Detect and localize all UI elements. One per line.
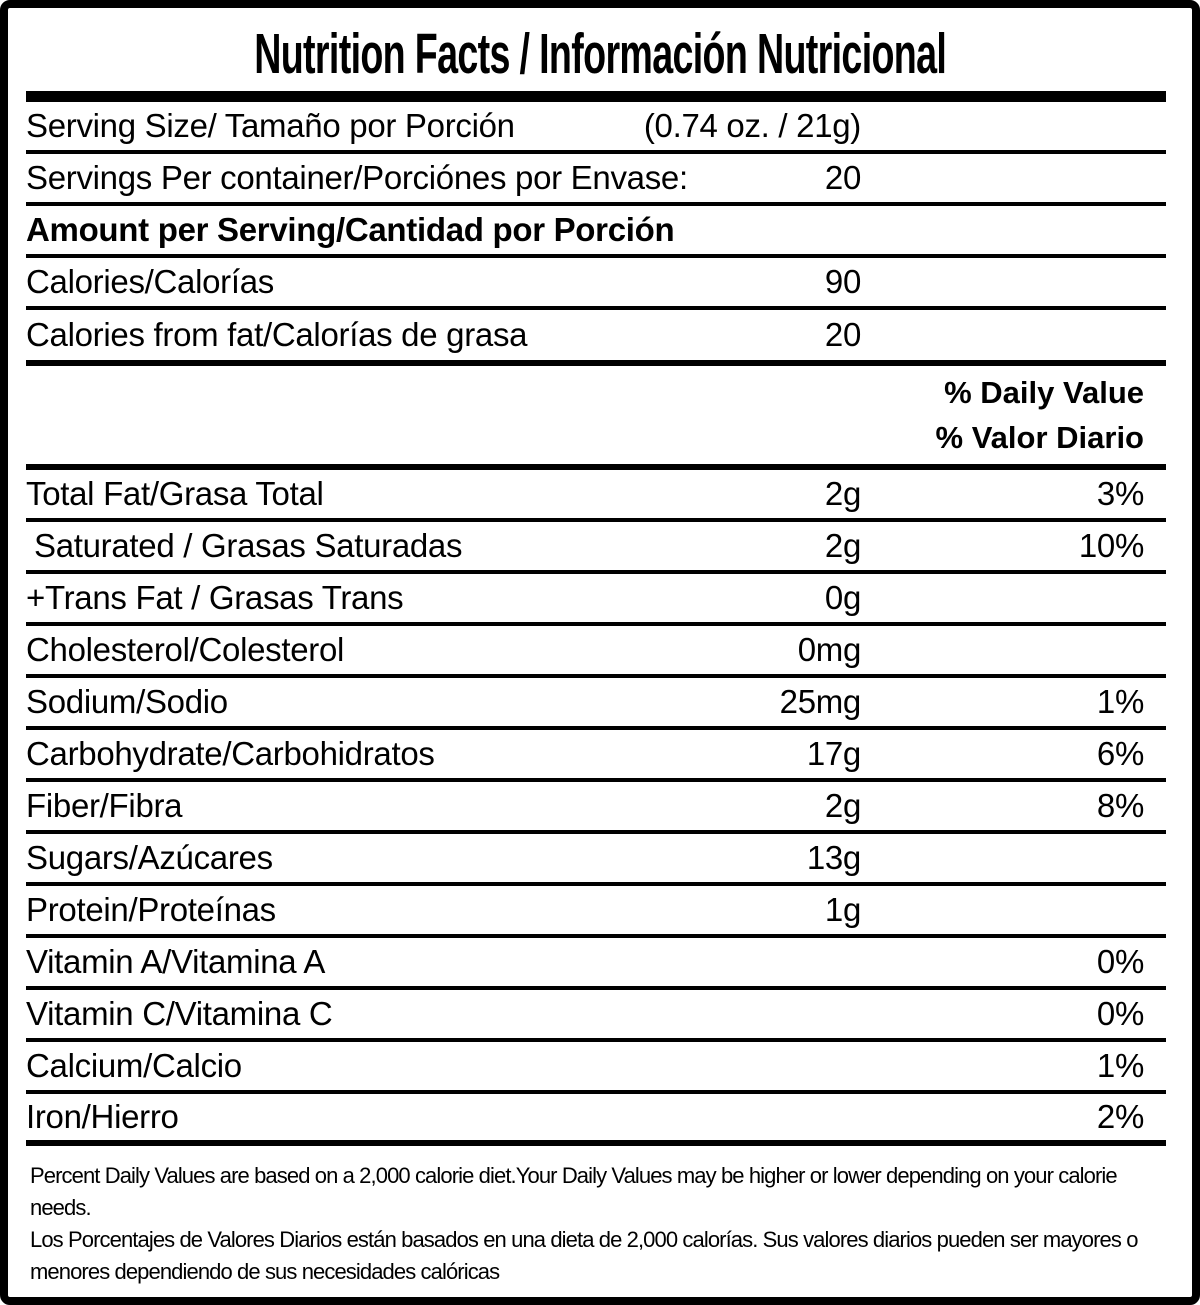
title-bar bbox=[8, 8, 1192, 91]
footnote-block bbox=[26, 1146, 1166, 1288]
nutrient-daily-value: 10% bbox=[1078, 527, 1144, 564]
nutrient-daily-value: 1% bbox=[1096, 683, 1144, 720]
nutrient-row-sodium bbox=[26, 678, 1166, 730]
calories-label: Calories/Calorías bbox=[26, 263, 274, 300]
servings-per-container-value: 20 bbox=[824, 159, 861, 196]
servings-per-container-label: Servings Per container/Porciónes por Envase: bbox=[26, 159, 688, 196]
nutrient-daily-value: 8% bbox=[1096, 787, 1144, 824]
nutrient-label: Sugars/Azúcares bbox=[26, 839, 273, 876]
calories-from-fat-row bbox=[26, 310, 1166, 366]
servings-per-container-row bbox=[26, 154, 1166, 206]
nutrient-row-iron bbox=[26, 1094, 1166, 1146]
serving-size-row bbox=[26, 102, 1166, 154]
title-divider-bar bbox=[26, 91, 1166, 102]
nutrient-daily-value: 1% bbox=[1096, 1047, 1144, 1084]
nutrient-label: Sodium/Sodio bbox=[26, 683, 228, 720]
nutrient-label: Cholesterol/Colesterol bbox=[26, 631, 345, 668]
nutrient-amount: 1g bbox=[824, 891, 861, 928]
nutrient-label: Vitamin C/Vitamina C bbox=[26, 995, 333, 1032]
daily-value-header-en: % Daily Value bbox=[944, 375, 1144, 410]
calories-row bbox=[26, 258, 1166, 310]
nutrient-row-saturated-fat bbox=[26, 522, 1166, 574]
calories-from-fat-label: Calories from fat/Calorías de grasa bbox=[26, 316, 528, 353]
nutrient-row-total-fat bbox=[26, 470, 1166, 522]
nutrient-daily-value: 0% bbox=[1096, 995, 1144, 1032]
amount-per-serving-header: Amount per Serving/Cantidad por Porción bbox=[26, 211, 675, 248]
label-body bbox=[26, 91, 1166, 1288]
nutrient-row-carbohydrate bbox=[26, 730, 1166, 782]
nutrient-amount: 0mg bbox=[797, 631, 861, 668]
nutrient-row-cholesterol bbox=[26, 626, 1166, 678]
nutrient-row-protein bbox=[26, 886, 1166, 938]
footnote-spanish: Los Porcentajes de Valores Diarios están basados en una dieta de 2,000 calorías. Sus valores diarios pueden ser mayores o menores dependiendo de sus necesidades calóricas bbox=[30, 1227, 1138, 1284]
nutrient-label: Saturated / Grasas Saturadas bbox=[34, 527, 463, 564]
calories-from-fat-value: 20 bbox=[824, 316, 861, 353]
nutrient-amount: 13g bbox=[806, 839, 861, 876]
nutrient-amount: 25mg bbox=[779, 683, 861, 720]
nutrient-row-trans-fat bbox=[26, 574, 1166, 626]
nutrient-row-fiber bbox=[26, 782, 1166, 834]
nutrient-amount: 17g bbox=[806, 735, 861, 772]
nutrient-label: Fiber/Fibra bbox=[26, 787, 183, 824]
nutrient-label: Iron/Hierro bbox=[26, 1098, 179, 1135]
nutrient-label: Protein/Proteínas bbox=[26, 891, 276, 928]
label-title: Nutrition Facts / Información Nutricional bbox=[254, 21, 946, 86]
nutrient-label: Vitamin A/Vitamina A bbox=[26, 943, 326, 980]
nutrient-label: +Trans Fat / Grasas Trans bbox=[26, 579, 404, 616]
nutrient-amount: 2g bbox=[824, 787, 861, 824]
nutrient-daily-value: 6% bbox=[1096, 735, 1144, 772]
footnote-english: Percent Daily Values are based on a 2,000 calorie diet.Your Daily Values may be higher or lower depending on your calorie needs. bbox=[30, 1163, 1117, 1220]
nutrient-row-calcium bbox=[26, 1042, 1166, 1094]
calories-value: 90 bbox=[824, 263, 861, 300]
amount-per-serving-header-row bbox=[26, 206, 1166, 258]
nutrient-row-vitamin-c bbox=[26, 990, 1166, 1042]
nutrient-amount: 0g bbox=[824, 579, 861, 616]
nutrient-daily-value: 0% bbox=[1096, 943, 1144, 980]
daily-value-header-block bbox=[26, 366, 1166, 470]
nutrient-label: Carbohydrate/Carbohidratos bbox=[26, 735, 435, 772]
nutrient-daily-value: 2% bbox=[1096, 1098, 1144, 1135]
nutrient-amount: 2g bbox=[824, 527, 861, 564]
nutrient-daily-value: 3% bbox=[1096, 475, 1144, 512]
daily-value-header-es: % Valor Diario bbox=[935, 420, 1144, 455]
serving-size-label: Serving Size/ Tamaño por Porción bbox=[26, 107, 515, 144]
nutrient-row-sugars bbox=[26, 834, 1166, 886]
nutrient-amount: 2g bbox=[824, 475, 861, 512]
nutrient-label: Total Fat/Grasa Total bbox=[26, 475, 324, 512]
nutrient-label: Calcium/Calcio bbox=[26, 1047, 242, 1084]
serving-size-value: (0.74 oz. / 21g) bbox=[643, 107, 861, 144]
nutrient-row-vitamin-a bbox=[26, 938, 1166, 990]
